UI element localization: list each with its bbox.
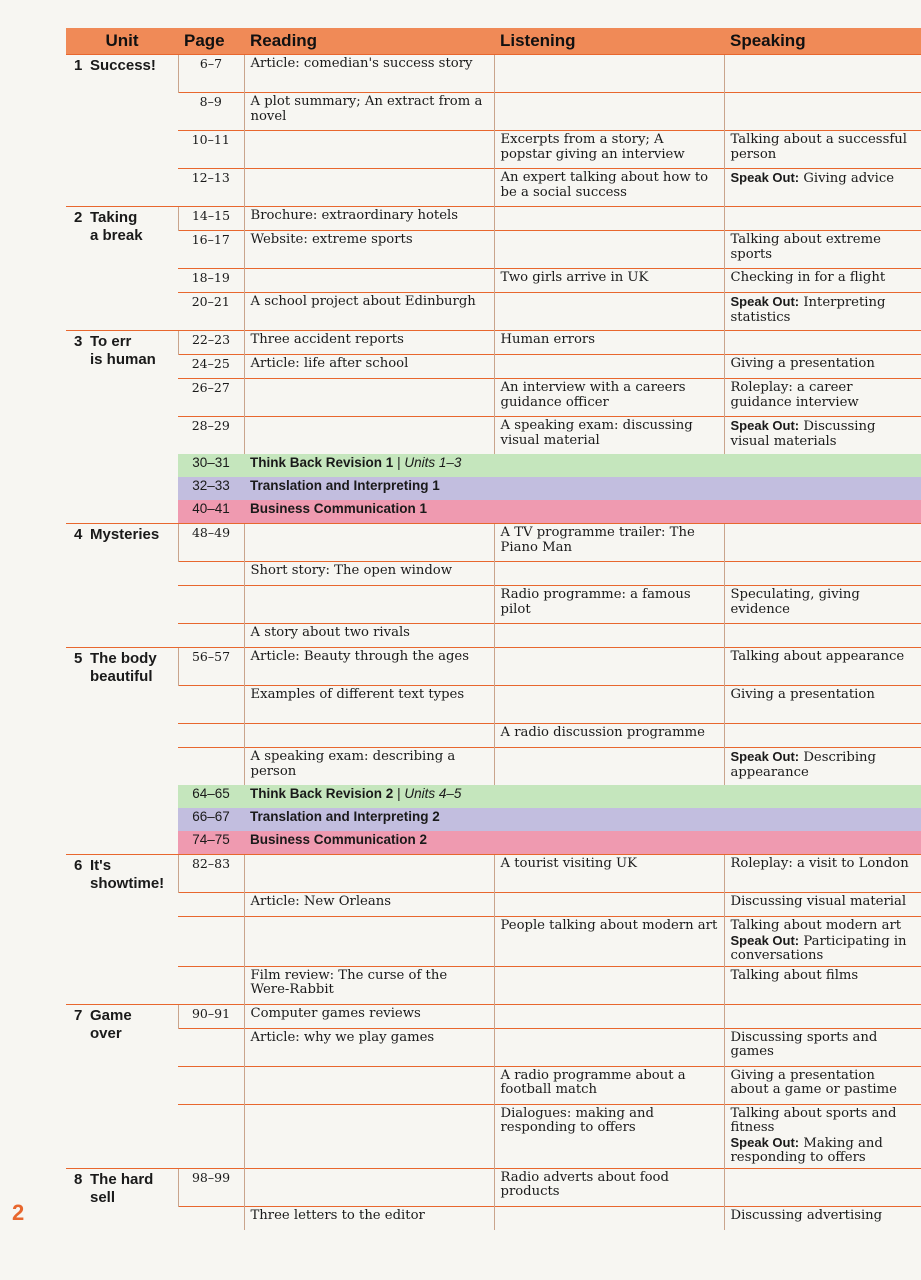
table-row [66, 169, 921, 207]
speaking-cell [724, 231, 921, 269]
speaking-text: Checking in for a flight [730, 270, 886, 285]
band-page: 32–33 [178, 477, 244, 500]
band-page: 64–65 [178, 785, 244, 808]
unit-title-line1: The body [90, 650, 157, 667]
listening-cell: Human errors [494, 331, 724, 355]
speaking-cell [724, 93, 921, 131]
listening-cell [494, 55, 724, 93]
speak-out-label: Speak Out: [730, 294, 800, 309]
band-spacer [66, 477, 178, 500]
page-cell [178, 686, 244, 724]
band-title [244, 785, 921, 808]
speaking-text: Giving advice [803, 171, 895, 186]
speaking-cell [724, 131, 921, 169]
table-row [66, 355, 921, 379]
reading-cell: Article: New Orleans [244, 893, 494, 917]
speaking-cell [724, 648, 921, 686]
table-row [66, 686, 921, 724]
listening-cell [494, 748, 724, 786]
page-number: 2 [12, 1200, 25, 1225]
listening-cell: A tourist visiting UK [494, 855, 724, 893]
band-spacer [66, 831, 178, 855]
reading-cell [244, 1104, 494, 1168]
table-row [66, 293, 921, 331]
reading-cell: A plot summary; An extract from a novel [244, 93, 494, 131]
page-cell: 56–57 [178, 648, 244, 686]
header-reading: Reading [244, 28, 494, 55]
listening-cell [494, 355, 724, 379]
speaking-text: Talking about a successful person [730, 132, 907, 162]
unit-number: 6 [74, 857, 83, 874]
table-row [66, 1168, 921, 1206]
band-title-text: Translation and Interpreting 1 [250, 478, 440, 493]
listening-cell [494, 207, 724, 231]
reading-cell: A story about two rivals [244, 624, 494, 648]
unit-title [66, 855, 178, 1005]
listening-cell [494, 1028, 724, 1066]
listening-cell [494, 624, 724, 648]
band-page: 30–31 [178, 454, 244, 477]
band-title-text: Think Back Revision 1 [250, 455, 394, 470]
speaking-cell [724, 748, 921, 786]
band-row-think [66, 454, 921, 477]
header-page: Page [178, 28, 244, 55]
table-row [66, 917, 921, 967]
reading-cell: Three accident reports [244, 331, 494, 355]
speaking-cell [724, 855, 921, 893]
unit-title-line1: The hard [90, 1170, 154, 1188]
listening-cell: An interview with a careers guidance officer [494, 379, 724, 417]
speaking-cell [724, 966, 921, 1004]
unit-number: 2 [74, 209, 83, 226]
speak-out-label: Speak Out: [730, 418, 800, 433]
table-row [66, 524, 921, 562]
band-title [244, 477, 921, 500]
band-row-bus [66, 500, 921, 524]
reading-cell [244, 724, 494, 748]
speaking-text: Talking about modern art [730, 918, 902, 933]
table-row [66, 55, 921, 93]
listening-cell: Dialogues: making and responding to offers [494, 1104, 724, 1168]
table-row [66, 1004, 921, 1028]
band-separator: | [393, 455, 405, 470]
page-cell [178, 893, 244, 917]
band-title [244, 831, 921, 855]
speak-out-label: Speak Out: [730, 1134, 800, 1150]
listening-cell [494, 686, 724, 724]
table-row [66, 207, 921, 231]
listening-cell: A radio discussion programme [494, 724, 724, 748]
unit-title [66, 55, 178, 207]
page-cell: 22–23 [178, 331, 244, 355]
speaking-cell [724, 417, 921, 455]
reading-cell: Three letters to the editor [244, 1206, 494, 1230]
page-cell: 28–29 [178, 417, 244, 455]
table-row [66, 231, 921, 269]
listening-cell [494, 1206, 724, 1230]
band-spacer [66, 454, 178, 477]
speaking-text: Giving a presentation [730, 687, 875, 702]
reading-cell: Article: comedian's success story [244, 55, 494, 93]
reading-cell [244, 417, 494, 455]
speaking-cell [724, 1104, 921, 1168]
reading-cell: Website: extreme sports [244, 231, 494, 269]
table-row [66, 855, 921, 893]
listening-cell [494, 648, 724, 686]
listening-cell [494, 893, 724, 917]
reading-cell: A school project about Edinburgh [244, 293, 494, 331]
speaking-cell [724, 686, 921, 724]
unit-number: 7 [74, 1006, 83, 1024]
speaking-cell [724, 293, 921, 331]
page-cell: 10–11 [178, 131, 244, 169]
speaking-text: Speculating, giving evidence [730, 587, 860, 617]
speaking-cell [724, 1168, 921, 1206]
unit-title-line2: showtime! [90, 875, 165, 892]
unit-title [66, 1168, 178, 1230]
page-cell: 20–21 [178, 293, 244, 331]
table-row [66, 586, 921, 624]
table-row [66, 562, 921, 586]
speaking-cell [724, 586, 921, 624]
reading-cell: Brochure: extraordinary hotels [244, 207, 494, 231]
reading-cell [244, 379, 494, 417]
page-cell [178, 562, 244, 586]
speaking-text: Discussing sports and games [730, 1029, 878, 1059]
page-cell: 16–17 [178, 231, 244, 269]
speaking-cell [724, 562, 921, 586]
unit-title-line1: Taking [90, 209, 138, 226]
page-cell [178, 724, 244, 748]
page-cell: 98–99 [178, 1168, 244, 1206]
speaking-cell [724, 269, 921, 293]
listening-cell: Two girls arrive in UK [494, 269, 724, 293]
speaking-text: Giving a presentation about a game or pastime [730, 1067, 897, 1097]
listening-cell: People talking about modern art [494, 917, 724, 967]
unit-title-line2: a break [90, 227, 143, 244]
table-row [66, 1028, 921, 1066]
speaking-text: Talking about films [730, 967, 859, 983]
listening-cell [494, 293, 724, 331]
reading-cell: Computer games reviews [244, 1004, 494, 1028]
speaking-text: Talking about appearance [730, 649, 905, 664]
table-row [66, 417, 921, 455]
listening-cell: A TV programme trailer: The Piano Man [494, 524, 724, 562]
page-cell: 18–19 [178, 269, 244, 293]
speaking-cell [724, 624, 921, 648]
unit-number: 8 [74, 1170, 83, 1188]
reading-cell: A speaking exam: describing a person [244, 748, 494, 786]
page-cell [178, 1066, 244, 1104]
unit-title [66, 207, 178, 331]
reading-cell [244, 131, 494, 169]
speaking-text: Roleplay: a visit to London [730, 856, 909, 871]
page-cell [178, 917, 244, 967]
speaking-cell [724, 724, 921, 748]
speaking-text: Discussing visual materials [730, 419, 876, 449]
band-spacer [66, 785, 178, 808]
page-cell: 90–91 [178, 1004, 244, 1028]
reading-cell: Examples of different text types [244, 686, 494, 724]
table-row [66, 379, 921, 417]
band-page: 66–67 [178, 808, 244, 831]
page-cell: 26–27 [178, 379, 244, 417]
listening-cell [494, 93, 724, 131]
speaking-cell [724, 331, 921, 355]
band-subtitle: Units 4–5 [404, 786, 462, 801]
reading-cell [244, 855, 494, 893]
reading-cell [244, 269, 494, 293]
unit-title-line1: Success! [90, 57, 156, 74]
page-cell [178, 586, 244, 624]
page-cell [178, 1206, 244, 1230]
reading-cell [244, 1168, 494, 1206]
page-cell: 8–9 [178, 93, 244, 131]
band-row-think [66, 785, 921, 808]
speaking-cell [724, 917, 921, 967]
listening-cell: A radio programme about a football match [494, 1066, 724, 1104]
page-cell: 14–15 [178, 207, 244, 231]
band-spacer [66, 808, 178, 831]
reading-cell: Article: why we play games [244, 1028, 494, 1066]
page-cell: 6–7 [178, 55, 244, 93]
band-subtitle: Units 1–3 [404, 455, 462, 470]
listening-cell [494, 1004, 724, 1028]
reading-cell [244, 169, 494, 207]
reading-cell: Short story: The open window [244, 562, 494, 586]
header-unit: Unit [66, 28, 178, 55]
page-cell: 82–83 [178, 855, 244, 893]
page-cell: 24–25 [178, 355, 244, 379]
table-row [66, 724, 921, 748]
listening-cell [494, 562, 724, 586]
reading-cell [244, 524, 494, 562]
speaking-text: Giving a presentation [730, 356, 875, 371]
band-title [244, 454, 921, 477]
table-row [66, 269, 921, 293]
speaking-text: Roleplay: a career guidance interview [730, 380, 859, 410]
speak-out-text: Making and responding to offers [730, 1135, 883, 1165]
reading-cell [244, 586, 494, 624]
page-cell [178, 1028, 244, 1066]
speak-out-label: Speak Out: [730, 932, 800, 948]
table-row [66, 131, 921, 169]
page-cell [178, 748, 244, 786]
speaking-cell [724, 379, 921, 417]
unit-title [66, 331, 178, 455]
speaking-cell [724, 355, 921, 379]
table-row [66, 1206, 921, 1230]
speaking-cell [724, 524, 921, 562]
unit-title-line2: beautiful [90, 668, 153, 685]
band-row-transl [66, 477, 921, 500]
speaking-text: Talking about sports and fitness [730, 1105, 897, 1135]
listening-cell: Radio adverts about food products [494, 1168, 724, 1206]
speaking-text: Talking about extreme sports [730, 232, 881, 262]
listening-cell: An expert talking about how to be a social success [494, 169, 724, 207]
band-title [244, 808, 921, 831]
table-row [66, 893, 921, 917]
unit-title-line1: To err [90, 333, 132, 350]
speak-out-text: Participating in conversations [730, 933, 907, 963]
speaking-cell [724, 169, 921, 207]
header-speaking: Speaking [724, 28, 921, 55]
listening-cell: A speaking exam: discussing visual material [494, 417, 724, 455]
speaking-cell [724, 1004, 921, 1028]
band-page: 74–75 [178, 831, 244, 855]
reading-cell: Film review: The curse of the Were-Rabbit [244, 966, 494, 1004]
speaking-cell [724, 1028, 921, 1066]
speaking-text: Interpreting statistics [730, 295, 886, 325]
unit-title [66, 648, 178, 786]
header-listening: Listening [494, 28, 724, 55]
page-cell [178, 966, 244, 1004]
band-title-text: Translation and Interpreting 2 [250, 809, 440, 824]
speak-out-label: Speak Out: [730, 170, 800, 185]
table-row [66, 748, 921, 786]
listening-cell [494, 231, 724, 269]
unit-number: 3 [74, 333, 83, 350]
unit-title-line2: sell [90, 1188, 116, 1206]
reading-cell: Article: Beauty through the ages [244, 648, 494, 686]
speaking-text: Describing appearance [730, 750, 876, 780]
contents-body [66, 55, 921, 1230]
band-row-transl [66, 808, 921, 831]
page-cell [178, 1104, 244, 1168]
unit-number: 1 [74, 57, 83, 74]
band-row-bus [66, 831, 921, 855]
table-row [66, 1066, 921, 1104]
unit-title-line1: Mysteries [90, 526, 160, 543]
band-title [244, 500, 921, 524]
listening-cell: Excerpts from a story; A popstar giving an interview [494, 131, 724, 169]
unit-title-line1: Game [90, 1006, 132, 1024]
reading-cell [244, 917, 494, 967]
page-cell [178, 624, 244, 648]
unit-title-line2: is human [90, 351, 156, 368]
table-row [66, 1104, 921, 1168]
band-title-text: Business Communication 2 [250, 832, 428, 847]
listening-cell: Radio programme: a famous pilot [494, 586, 724, 624]
speaking-cell [724, 1066, 921, 1104]
speaking-cell [724, 893, 921, 917]
reading-cell [244, 1066, 494, 1104]
speaking-cell [724, 55, 921, 93]
band-page: 40–41 [178, 500, 244, 524]
unit-title [66, 524, 178, 648]
contents-table [66, 28, 921, 1230]
table-row [66, 93, 921, 131]
unit-title-line2: over [90, 1024, 122, 1042]
listening-cell [494, 966, 724, 1004]
table-row [66, 966, 921, 1004]
band-title-text: Think Back Revision 2 [250, 786, 394, 801]
speak-out-label: Speak Out: [730, 749, 800, 764]
unit-title [66, 1004, 178, 1168]
reading-cell: Article: life after school [244, 355, 494, 379]
speaking-text: Discussing visual material [730, 894, 907, 909]
table-row [66, 331, 921, 355]
unit-title-line1: It's [90, 857, 112, 874]
band-spacer [66, 500, 178, 524]
page-cell: 12–13 [178, 169, 244, 207]
unit-number: 4 [74, 526, 83, 543]
speaking-cell [724, 207, 921, 231]
table-row [66, 648, 921, 686]
band-separator: | [393, 786, 405, 801]
speaking-text: Discussing advertising [730, 1207, 883, 1223]
unit-number: 5 [74, 650, 83, 667]
page-cell: 48–49 [178, 524, 244, 562]
band-fill-layer [62, 0, 921, 23]
table-row [66, 624, 921, 648]
header-row [66, 28, 921, 55]
band-title-text: Business Communication 1 [250, 501, 428, 516]
speaking-cell [724, 1206, 921, 1230]
